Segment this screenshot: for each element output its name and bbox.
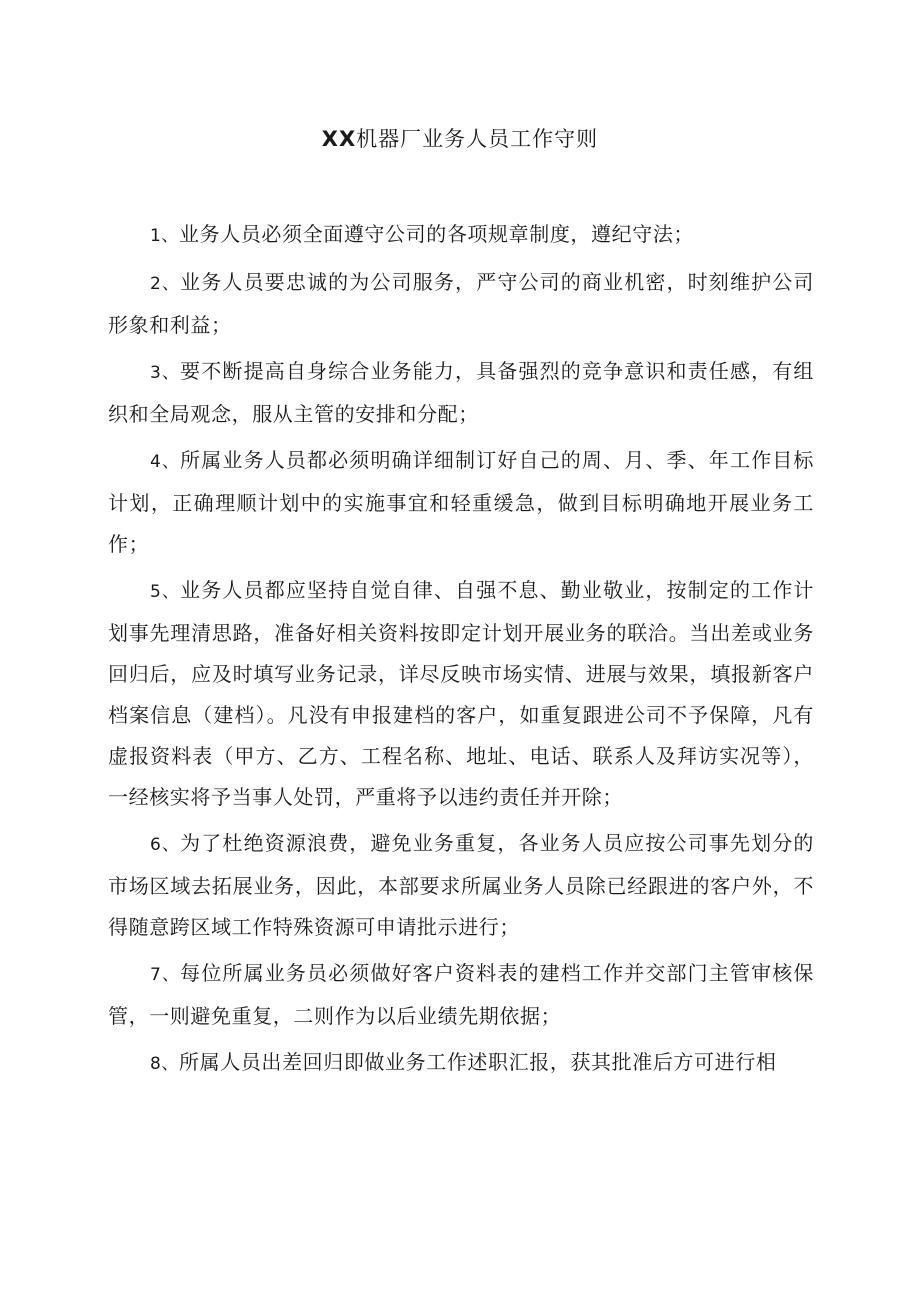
clause-3 [108,351,814,435]
clause-number: 6、 [150,835,181,855]
clause-6 [108,823,814,948]
clause-number: 5、 [150,582,181,602]
title-prefix: XX [321,127,357,151]
clause-text: 业务人员必须全面遵守公司的各项规章制度，遵纪守法； [179,222,695,246]
clause-7 [108,953,814,1037]
clause-number: 1、 [150,226,180,246]
clause-list [108,214,814,1090]
clause-number: 7、 [150,965,181,985]
clause-text: 业务人员都应坚持自觉自律、自强不息、勤业敬业，按制定的工作计划事先理清思路，准备好相关资料按即定计划开展业务的联洽。当出差或业务回归后，应及时填写业务记录，详尽反映市场实情、进展与效果，填报新客户档案信息（建档）。凡没有申报建档的客户，如重复跟进公司不予保障，凡有虚报资料表（甲方、乙方、工程名称、地址、电话、联系人及拜访实况等），一经核实将予当事人处罚，严重将予以违约责任并开除； [108,578,814,809]
title-main: 机器厂业务人员工作守则 [356,127,599,151]
clause-1 [108,214,814,257]
clause-text: 为了杜绝资源浪费，避免业务重复，各业务人员应按公司事先划分的市场区域去拓展业务，因此，本部要求所属业务人员除已经跟进的客户外，不得随意跨区域工作特殊资源可申请批示进行； [108,831,814,939]
clause-5 [108,570,814,818]
clause-number: 4、 [150,452,181,472]
clause-text: 所属人员出差回归即做业务工作述职汇报，获其批准后方可进行相 [179,1050,777,1074]
clause-number: 8、 [150,1054,180,1074]
clause-text: 要不断提高自身综合业务能力，具备强烈的竞争意识和责任感，有组织和全局观念，服从主管的安排和分配； [108,359,814,426]
clause-number: 3、 [150,363,181,383]
clause-8 [108,1042,814,1085]
clause-number: 2、 [150,274,181,294]
clause-text: 每位所属业务员必须做好客户资料表的建档工作并交部门主管审核保管，一则避免重复，二则作为以后业绩先期依据； [108,961,814,1028]
clause-4 [108,440,814,565]
document-title [0,122,920,156]
clause-2 [108,262,814,346]
clause-text: 所属业务人员都必须明确详细制订好自己的周、月、季、年工作目标计划，正确理顺计划中的实施事宜和轻重缓急，做到目标明确地开展业务工作； [108,448,814,556]
clause-text: 业务人员要忠诚的为公司服务，严守公司的商业机密，时刻维护公司形象和利益； [108,270,814,337]
